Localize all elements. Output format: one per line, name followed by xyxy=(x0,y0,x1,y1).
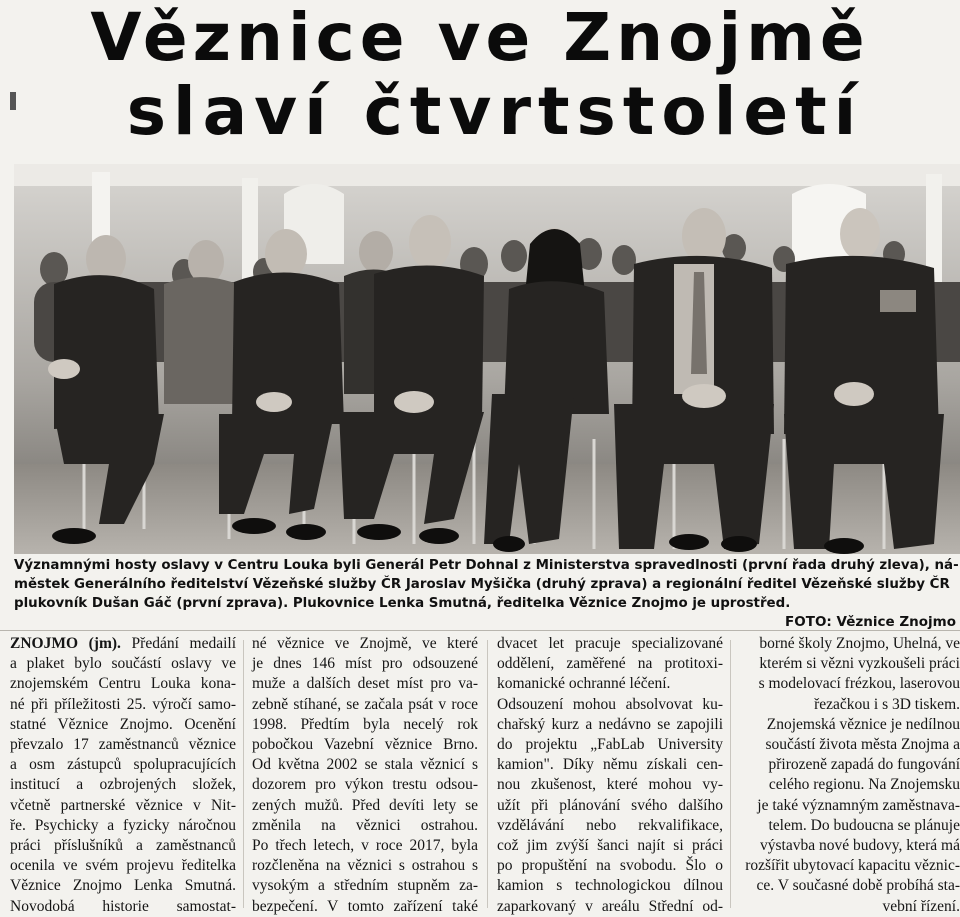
article-line: telem. Do budoucna se plánuje xyxy=(768,816,960,834)
article-line: né při příležitosti 25. výročí samo- xyxy=(10,695,236,713)
article-line: součástí života města Znojma a xyxy=(765,736,960,754)
article-line: Odsouzení mohou absolvovat ku- xyxy=(497,695,723,713)
article-line: Věznice Znojmo Lenka Smutná. xyxy=(10,877,236,895)
article-line: chařský kurz a nedávno se zapojili xyxy=(497,715,723,733)
article-line: s modelovací frézkou, laserovou xyxy=(758,675,960,693)
article-line: Od května 2002 se stala věznicí s xyxy=(252,756,478,774)
article-line: což jim zvýší šanci najít si práci xyxy=(497,837,723,855)
column-separator xyxy=(487,640,488,908)
article-line: statné Věznice Znojmo. Ocenění xyxy=(10,715,236,733)
article-line: vzdělávání nebo rekvalifikace, xyxy=(497,816,723,834)
article-line: dozorem pro výkon trestu odsou- xyxy=(252,776,478,794)
article-column-2 xyxy=(252,634,478,917)
article-line: kamion s technologickou dílnou xyxy=(497,877,723,895)
article-line: vební řízení. xyxy=(882,897,960,915)
article-line: je také významným zaměstnava- xyxy=(757,796,960,814)
article-line: rozčleněna na věznici s ostrahou s xyxy=(252,857,478,875)
article-line: zených mužů. Před devíti lety se xyxy=(252,796,478,814)
headline-line-1: Věznice ve Znojmě xyxy=(90,0,870,76)
article-line: změnila na věznici ostrahou. xyxy=(252,816,478,834)
caption-line: Významnými hosty oslavy v Centru Louka byli Generál Petr Dohnal z Ministerstva spravedlnosti (první řada druhý zleva), ná- xyxy=(14,558,959,573)
article-line: ře. Psychicky a fyzicky náročnou xyxy=(10,816,236,834)
photo-caption xyxy=(14,556,958,613)
article-line: kterém si vězni vyzkoušeli práci xyxy=(759,655,960,673)
photo-credit: FOTO: Věznice Znojmo xyxy=(785,614,956,630)
article-line: zaparkovaný v areálu Střední od- xyxy=(497,897,723,915)
news-photo xyxy=(14,164,960,554)
article-line: a osm zástupců spolupracujících xyxy=(10,756,236,774)
article-line: borné školy Znojmo, Uhelná, ve xyxy=(759,635,960,652)
article-line: přirozeně zapadá do fungování xyxy=(768,756,960,774)
article-line: ocenila ve svém projevu ředitelka xyxy=(10,857,236,875)
column-separator xyxy=(730,640,731,908)
article-line: výstavba nové budovy, která má xyxy=(759,837,960,855)
article-line: včetně partnerské věznice v Nit- xyxy=(10,796,236,814)
article-line: užít při plánování svého dalšího xyxy=(497,796,723,814)
article-line: zebně stíhané, se začala psát v roce xyxy=(252,695,478,713)
article-line: komanické ochranné léčení. xyxy=(497,675,671,693)
article-line: kamion". Díky němu získali cen- xyxy=(497,756,723,774)
article-line: po propuštění na svobodu. Šlo o xyxy=(497,857,723,875)
article-line: muže a dalších deset míst pro va- xyxy=(252,675,478,693)
article-line: převzalo 17 zaměstnanců věznice xyxy=(10,736,236,754)
article-line: a plaket bylo součástí oslavy ve xyxy=(10,655,236,673)
article-column-1 xyxy=(10,634,236,917)
article-line: Znojemská věznice je nedílnou xyxy=(766,715,960,733)
article-line: 1998. Předtím byla necelý rok xyxy=(252,715,478,733)
article-line: je dnes 146 míst pro odsouzené xyxy=(252,655,478,673)
article-line: pobočkou Vazební věznice Brno. xyxy=(252,736,478,754)
caption-line: plukovník Dušan Gáč (první zprava). Plukovnice Lenka Smutná, ředitelka Věznice Znojmo je uprostřed. xyxy=(14,596,791,611)
article-line: institucí a ozbrojených složek, xyxy=(10,776,236,794)
article-line: celého regionu. Na Znojemsku xyxy=(768,776,960,794)
article-column-3 xyxy=(497,634,723,917)
article-line: znojemském Centru Louka kona- xyxy=(10,675,236,693)
article-line: vysokým a středním stupněm za- xyxy=(252,877,478,895)
article-line xyxy=(10,634,236,654)
article-line: dvacet let pracuje specializované xyxy=(497,635,723,652)
article-line: rozšířit ubytovací kapacitu věznic- xyxy=(745,857,960,875)
article-line: bezpečení. V tomto zařízení také xyxy=(252,897,478,915)
article-line: né věznice ve Znojmě, ve které xyxy=(252,635,478,652)
caption-line: městek Generálního ředitelství Vězeňské služby ČR Jaroslav Myšička (druhý zprava) a regionální ředitel Vězeňské služby ČR xyxy=(14,577,950,592)
article-line: Po třech letech, v roce 2017, byla xyxy=(252,837,478,855)
headline xyxy=(0,0,960,158)
headline-line-2: slaví čtvrtstoletí xyxy=(126,73,864,150)
article-line-text: Předání medailí xyxy=(120,635,236,652)
article-line: nou zkušenost, které mohou vy- xyxy=(497,776,723,794)
scan-edge-mark xyxy=(10,92,16,110)
article-line: řezačkou i s 3D tiskem. xyxy=(814,695,960,713)
article-dateline: ZNOJMO (jm). xyxy=(10,635,121,652)
photo-seated-guests xyxy=(14,164,960,554)
article-line: oddělení, zaměřené na protitoxi- xyxy=(497,655,723,673)
divider xyxy=(0,630,960,631)
column-separator xyxy=(243,640,244,908)
article-line: do projektu „FabLab University xyxy=(497,736,723,754)
article-line: ce. V současné době probíhá sta- xyxy=(756,877,960,895)
article-line: Novodobá historie samostat- xyxy=(10,897,236,915)
article-column-4 xyxy=(738,634,960,917)
article-line: práci příslušníků a zaměstnanců xyxy=(10,837,236,855)
